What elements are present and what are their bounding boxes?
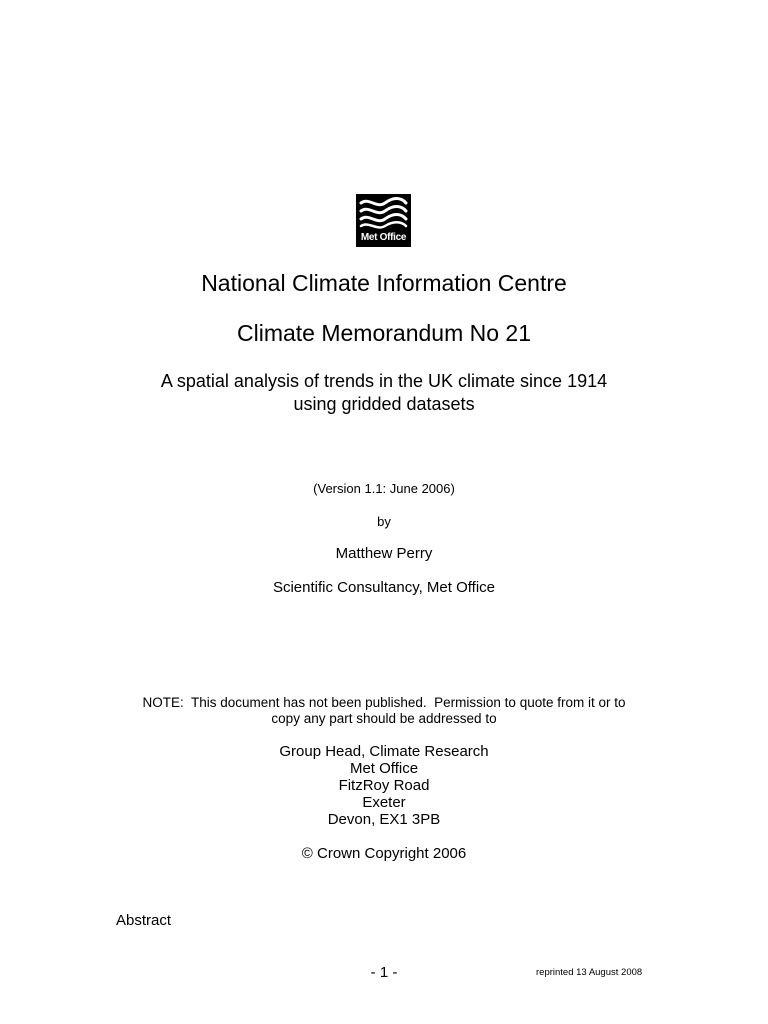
- contact-address: [0, 743, 768, 828]
- author-affiliation: Scientific Consultancy, Met Office: [272, 579, 496, 596]
- version-label: (Version 1.1: June 2006): [313, 481, 455, 496]
- address-line: Group Head, Climate Research: [279, 743, 489, 760]
- reprint-note: reprinted 13 August 2008: [536, 967, 643, 978]
- logo-label: Met Office: [360, 232, 407, 243]
- by-label: by: [377, 514, 391, 529]
- wave-logo-icon: [356, 194, 411, 234]
- copyright-notice: © Crown Copyright 2006: [301, 845, 467, 862]
- address-line: Met Office: [349, 760, 419, 777]
- address-line: Exeter: [362, 794, 406, 811]
- note-line: copy any part should be addressed to: [271, 711, 497, 726]
- author-name: Matthew Perry: [335, 545, 433, 562]
- address-line: Devon, EX1 3PB: [327, 811, 441, 828]
- subtitle-line: A spatial analysis of trends in the UK climate since 1914: [160, 371, 608, 391]
- document-subtitle: [0, 370, 768, 416]
- page-number: - 1 -: [370, 964, 398, 981]
- centre-title: National Climate Information Centre: [201, 270, 567, 296]
- memo-title: Climate Memorandum No 21: [236, 320, 531, 346]
- address-line: FitzRoy Road: [338, 777, 430, 794]
- abstract-heading: Abstract: [116, 912, 172, 929]
- permission-note: [0, 695, 768, 727]
- note-line: NOTE: This document has not been published. Permission to quote from it or to: [142, 695, 626, 710]
- met-office-logo: [356, 194, 411, 247]
- subtitle-line: using gridded datasets: [293, 394, 475, 414]
